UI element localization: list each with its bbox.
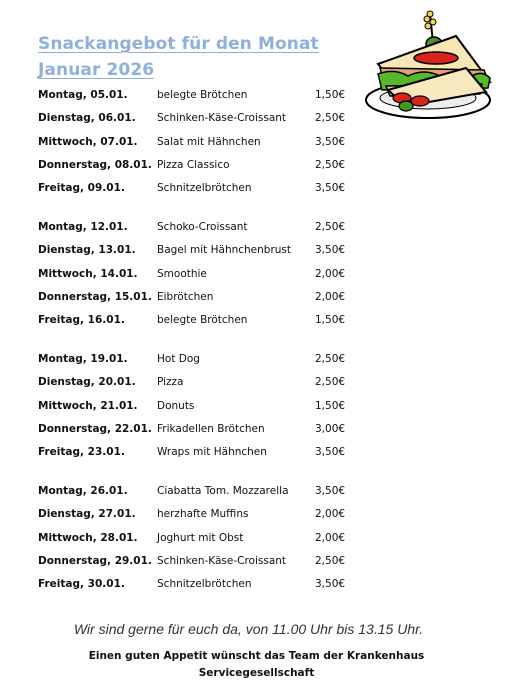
menu-price: 1,50€ (315, 89, 346, 101)
menu-item-name: Schnitzelbrötchen (157, 578, 252, 591)
menu-item-name: Salat mit Hähnchen (157, 135, 261, 148)
title-line-2: Januar 2026 (38, 60, 155, 80)
snack-menu (38, 86, 358, 598)
menu-item-name: Ciabatta Tom. Mozzarella (157, 484, 289, 497)
menu-item-name: Pizza (157, 376, 184, 389)
menu-item-name: Eibrötchen (157, 290, 214, 303)
menu-price: 3,50€ (315, 446, 346, 459)
menu-item-name: Wraps mit Hähnchen (157, 446, 267, 459)
menu-price: 2,00€ (315, 267, 346, 280)
greeting-line-1: Einen guten Appetit wünscht das Team der Krankenhaus (88, 650, 425, 662)
menu-price: 3,50€ (315, 135, 346, 148)
sandwich-icon (364, 8, 494, 120)
menu-price: 3,50€ (315, 578, 346, 591)
menu-price: 2,00€ (315, 531, 346, 544)
menu-item-name: Pizza Classico (157, 158, 230, 171)
menu-price: 2,50€ (315, 352, 346, 365)
menu-price: 3,50€ (315, 484, 346, 497)
week-separator (38, 202, 358, 218)
menu-day: Mittwoch, 07.01. (38, 135, 138, 148)
menu-price: 2,50€ (315, 112, 346, 125)
menu-row (38, 156, 358, 179)
menu-row (38, 443, 358, 466)
menu-row (38, 397, 358, 420)
menu-item-name: Schinken-Käse-Croissant (157, 554, 287, 567)
menu-day: Donnerstag, 29.01. (38, 554, 152, 567)
menu-day: Mittwoch, 14.01. (38, 267, 138, 280)
week-separator (38, 334, 358, 350)
menu-price: 3,50€ (315, 182, 346, 195)
menu-row (38, 350, 358, 373)
menu-item-name: belegte Brötchen (157, 314, 248, 327)
menu-day: Freitag, 23.01. (38, 446, 125, 459)
menu-row (38, 288, 358, 311)
greeting-line-2: Servicegesellschaft (198, 667, 315, 679)
menu-day: Dienstag, 13.01. (38, 244, 136, 257)
page-title (38, 31, 319, 83)
menu-row (38, 109, 358, 132)
menu-day: Montag, 12.01. (38, 220, 128, 233)
menu-day: Dienstag, 27.01. (38, 508, 136, 521)
menu-item-name: herzhafte Muffins (157, 508, 249, 521)
menu-row (38, 552, 358, 575)
menu-row (38, 420, 358, 443)
menu-day: Mittwoch, 28.01. (38, 531, 138, 544)
menu-price: 2,50€ (315, 554, 346, 567)
menu-row (38, 218, 358, 241)
menu-item-name: Schoko-Croissant (157, 220, 248, 233)
menu-item-name: Schnitzelbrötchen (157, 182, 252, 195)
menu-day: Freitag, 16.01. (38, 314, 125, 327)
menu-item-name: Hot Dog (157, 352, 200, 365)
menu-day: Freitag, 30.01. (38, 578, 125, 591)
menu-price: 1,50€ (315, 399, 346, 412)
menu-row (38, 265, 358, 288)
menu-day: Dienstag, 06.01. (38, 112, 136, 125)
closing-greeting (0, 648, 513, 682)
menu-item-name: Donuts (157, 399, 195, 412)
menu-day: Montag, 19.01. (38, 352, 128, 365)
menu-day: Mittwoch, 21.01. (38, 399, 138, 412)
title-line-1: Snackangebot für den Monat (38, 34, 319, 54)
menu-item-name: Joghurt mit Obst (157, 531, 244, 544)
menu-row (38, 505, 358, 528)
menu-row (38, 529, 358, 552)
menu-day: Montag, 26.01. (38, 484, 128, 497)
menu-price: 2,00€ (315, 290, 346, 303)
menu-day: Freitag, 09.01. (38, 182, 125, 195)
menu-price: 2,50€ (315, 220, 346, 233)
menu-price: 1,50€ (315, 314, 346, 327)
menu-price: 3,00€ (315, 422, 346, 435)
menu-row (38, 241, 358, 264)
menu-day: Dienstag, 20.01. (38, 376, 136, 389)
week-separator (38, 466, 358, 482)
menu-item-name: Frikadellen Brötchen (157, 422, 265, 435)
menu-item-name: Bagel mit Hähnchenbrust (157, 244, 292, 257)
menu-price: 3,50€ (315, 244, 346, 257)
menu-day: Donnerstag, 08.01. (38, 158, 152, 171)
menu-row (38, 311, 358, 334)
menu-day: Montag, 05.01. (38, 89, 128, 101)
menu-row (38, 482, 358, 505)
menu-row (38, 179, 358, 202)
menu-row (38, 86, 358, 109)
menu-item-name: Schinken-Käse-Croissant (157, 112, 287, 125)
menu-row (38, 133, 358, 156)
menu-item-name: belegte Brötchen (157, 89, 248, 101)
menu-day: Donnerstag, 22.01. (38, 422, 152, 435)
menu-row (38, 373, 358, 396)
menu-price: 2,50€ (315, 376, 346, 389)
opening-hours-note: Wir sind gerne für euch da, von 11.00 Uhr bis 13.15 Uhr. (73, 621, 424, 637)
menu-price: 2,00€ (315, 508, 346, 521)
menu-price: 2,50€ (315, 158, 346, 171)
menu-day: Donnerstag, 15.01. (38, 290, 152, 303)
menu-row (38, 575, 358, 598)
menu-item-name: Smoothie (157, 267, 207, 280)
